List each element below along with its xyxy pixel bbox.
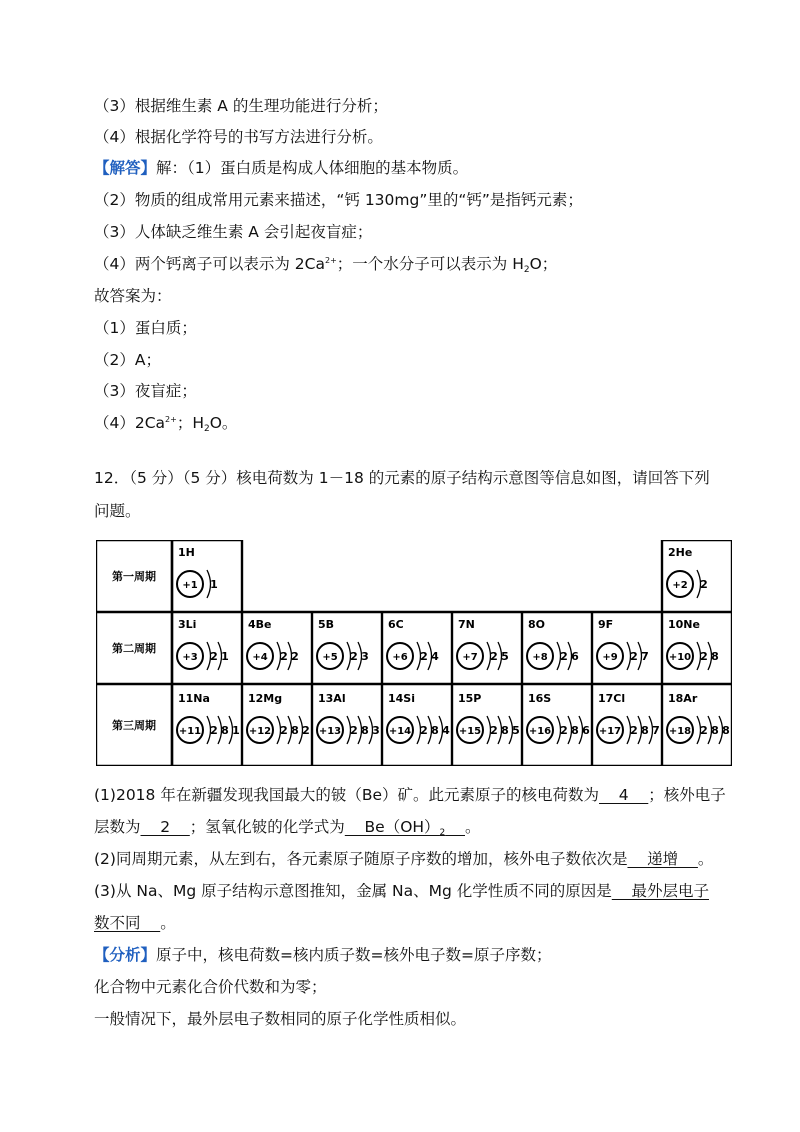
question-12-line-2: 问题。 bbox=[94, 502, 141, 520]
shell-electron-count: 6 bbox=[582, 724, 590, 737]
shell-electron-count: 2 bbox=[302, 724, 310, 737]
shell-electron-count: 1 bbox=[210, 578, 218, 591]
blank-shell-count: 2 bbox=[140, 818, 190, 836]
shell-electron-count: 2 bbox=[490, 650, 498, 663]
period-label: 第二周期 bbox=[112, 642, 156, 655]
element-symbol: 1H bbox=[178, 546, 195, 559]
shell-electron-count: 8 bbox=[722, 724, 730, 737]
element-symbol: 2He bbox=[668, 546, 693, 559]
nucleus-charge: +6 bbox=[392, 652, 408, 663]
shell-electron-count: 2 bbox=[420, 650, 428, 663]
nucleus-charge: +4 bbox=[252, 652, 268, 663]
nucleus-charge: +3 bbox=[182, 652, 198, 663]
shell-electron-count: 2 bbox=[291, 650, 299, 663]
element-symbol: 11Na bbox=[178, 692, 210, 705]
shell-electron-count: 2 bbox=[280, 724, 288, 737]
nucleus-charge: +15 bbox=[458, 726, 482, 737]
period-label: 第三周期 bbox=[112, 719, 156, 732]
element-symbol: 9F bbox=[598, 618, 614, 631]
shell-electron-count: 2 bbox=[700, 578, 708, 591]
shell-electron-count: 8 bbox=[501, 724, 509, 737]
answer-12-1-line-2: 层数为 2 ；氢氧化铍的化学式为 $Be(OH)_2$ 。 bbox=[94, 818, 481, 838]
answer-1: （1）蛋白质； bbox=[94, 319, 197, 337]
shell-electron-count: 8 bbox=[641, 724, 649, 737]
answer-intro: 故答案为： bbox=[94, 287, 172, 305]
element-symbol: 15P bbox=[458, 692, 482, 705]
solution-line-4: （4）两个钙离子可以表示为 $2Ca^{2+}$；一个水分子可以表示为 $H_2O$； bbox=[94, 255, 558, 275]
answer-2: （2）A； bbox=[94, 351, 161, 369]
nucleus-charge: +1 bbox=[182, 580, 198, 591]
shell-electron-count: 2 bbox=[630, 724, 638, 737]
shell-electron-count: 3 bbox=[361, 650, 369, 663]
shell-electron-count: 8 bbox=[361, 724, 369, 737]
shell-electron-count: 5 bbox=[501, 650, 509, 663]
shell-electron-count: 2 bbox=[490, 724, 498, 737]
nucleus-charge: +8 bbox=[532, 652, 548, 663]
analysis-line-2: 化合物中元素化合价代数和为零； bbox=[94, 978, 327, 996]
element-symbol: 6C bbox=[388, 618, 404, 631]
period-label: 第一周期 bbox=[112, 570, 156, 583]
nucleus-charge: +10 bbox=[668, 652, 692, 663]
prev-answer-line-4: （4）根据化学符号的书写方法进行分析。 bbox=[94, 128, 383, 146]
shell-electron-count: 6 bbox=[571, 650, 579, 663]
shell-electron-count: 2 bbox=[210, 724, 218, 737]
shell-electron-count: 8 bbox=[221, 724, 229, 737]
element-symbol: 8O bbox=[528, 618, 546, 631]
shell-electron-count: 4 bbox=[442, 724, 450, 737]
element-symbol: 14Si bbox=[388, 692, 416, 705]
element-symbol: 12Mg bbox=[248, 692, 283, 705]
nucleus-charge: +14 bbox=[388, 726, 412, 737]
answer-12-1-line-1: (1)2018 年在新疆发现我国最大的铍（Be）矿。此元素原子的核电荷数为 4 ；核外电子 bbox=[94, 786, 726, 804]
element-symbol: 3Li bbox=[178, 618, 197, 631]
shell-electron-count: 1 bbox=[232, 724, 240, 737]
element-symbol: 4Be bbox=[248, 618, 272, 631]
element-symbol: 17Cl bbox=[598, 692, 626, 705]
blank-nuclear-charge: 4 bbox=[599, 786, 649, 804]
prev-answer-line-3: （3）根据维生素 A 的生理功能进行分析； bbox=[94, 97, 388, 115]
question-12-line-1: 12．（5 分）（5 分）核电荷数为 1－18 的元素的原子结构示意图等信息如图，请回答下列 bbox=[94, 469, 710, 487]
answer-12-3-line-1: (3)从 Na、Mg 原子结构示意图推知，金属 Na、Mg 化学性质不同的原因是 最外层电子 bbox=[94, 882, 709, 900]
shell-electron-count: 2 bbox=[630, 650, 638, 663]
answer-3: （3）夜盲症； bbox=[94, 382, 197, 400]
nucleus-charge: +16 bbox=[528, 726, 552, 737]
shell-electron-count: 8 bbox=[711, 724, 719, 737]
nucleus-charge: +11 bbox=[178, 726, 202, 737]
shell-electron-count: 2 bbox=[560, 650, 568, 663]
solution-line-2: （2）物质的组成常用元素来描述，“钙 130mg”里的“钙”是指钙元素； bbox=[94, 191, 583, 209]
shell-electron-count: 2 bbox=[210, 650, 218, 663]
element-symbol: 18Ar bbox=[668, 692, 698, 705]
shell-electron-count: 2 bbox=[420, 724, 428, 737]
shell-electron-count: 7 bbox=[652, 724, 660, 737]
shell-electron-count: 4 bbox=[431, 650, 439, 663]
periodic-table-figure bbox=[96, 540, 732, 766]
answer-4: $(4)2Ca^{2+}$；$H_2O$。 bbox=[94, 414, 238, 434]
blank-formula: Be（OH） bbox=[344, 818, 440, 836]
analysis-tag: 【分析】 bbox=[94, 946, 157, 964]
shell-electron-count: 2 bbox=[350, 724, 358, 737]
nucleus-charge: +18 bbox=[668, 726, 692, 737]
nucleus-charge: +12 bbox=[248, 726, 272, 737]
shell-electron-count: 7 bbox=[641, 650, 649, 663]
nucleus-charge: +17 bbox=[598, 726, 622, 737]
nucleus-charge: +13 bbox=[318, 726, 342, 737]
nucleus-charge: +2 bbox=[672, 580, 688, 591]
shell-electron-count: 2 bbox=[280, 650, 288, 663]
solution-line-3: （3）人体缺乏维生素 A 会引起夜盲症； bbox=[94, 223, 373, 241]
nucleus-charge: +5 bbox=[322, 652, 338, 663]
shell-electron-count: 2 bbox=[700, 724, 708, 737]
answer-12-2: (2)同周期元素，从左到右，各元素原子随原子序数的增加，核外电子数依次是 递增 。 bbox=[94, 850, 714, 868]
element-symbol: 7N bbox=[458, 618, 475, 631]
shell-electron-count: 2 bbox=[700, 650, 708, 663]
shell-electron-count: 8 bbox=[571, 724, 579, 737]
element-symbol: 16S bbox=[528, 692, 552, 705]
shell-electron-count: 8 bbox=[291, 724, 299, 737]
blank-reason-part-2: 数不同 bbox=[94, 914, 161, 932]
shell-electron-count: 8 bbox=[431, 724, 439, 737]
shell-electron-count: 2 bbox=[350, 650, 358, 663]
nucleus-charge: +9 bbox=[602, 652, 618, 663]
shell-electron-count: 3 bbox=[372, 724, 380, 737]
nucleus-charge: +7 bbox=[462, 652, 478, 663]
blank-trend: 递增 bbox=[627, 850, 698, 868]
answer-12-3-line-2: 数不同 。 bbox=[94, 914, 176, 932]
element-symbol: 5B bbox=[318, 618, 335, 631]
solution-heading: 【解答】解：（1）蛋白质是构成人体细胞的基本物质。 bbox=[94, 159, 469, 177]
analysis-line-3: 一般情况下，最外层电子数相同的原子化学性质相似。 bbox=[94, 1010, 467, 1028]
element-symbol: 10Ne bbox=[668, 618, 700, 631]
shell-electron-count: 8 bbox=[711, 650, 719, 663]
blank-reason-part-1: 最外层电子 bbox=[611, 882, 709, 900]
element-symbol: 13Al bbox=[318, 692, 346, 705]
analysis-heading: 【分析】原子中，核电荷数=核内质子数=核外电子数=原子序数； bbox=[94, 946, 552, 964]
shell-electron-count: 5 bbox=[512, 724, 520, 737]
shell-electron-count: 2 bbox=[560, 724, 568, 737]
shell-electron-count: 1 bbox=[221, 650, 229, 663]
solution-tag: 【解答】 bbox=[94, 159, 157, 177]
